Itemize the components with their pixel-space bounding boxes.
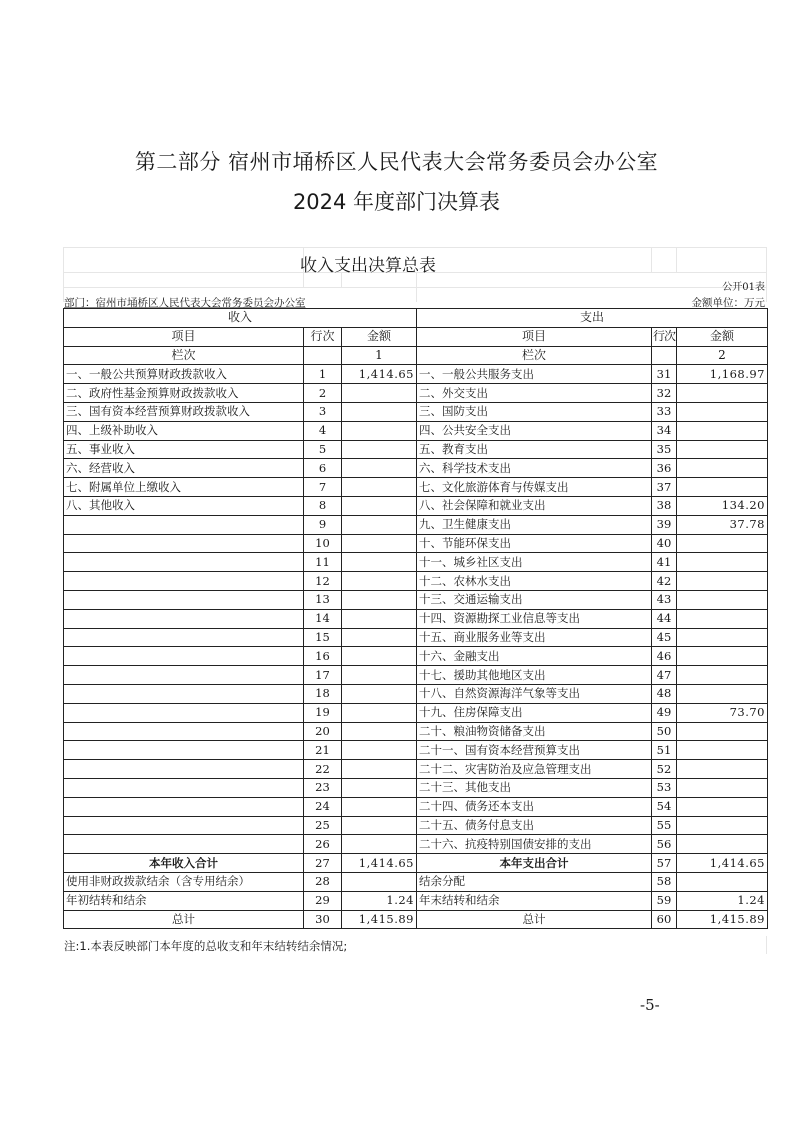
expense-amount	[677, 402, 768, 421]
income-amount	[342, 760, 417, 779]
income-amount: 1,414.65	[342, 365, 417, 384]
expense-item: 二十一、国有资本经营预算支出	[417, 741, 652, 760]
expense-item: 十二、农林水支出	[417, 572, 652, 591]
document-title: 第二部分 宿州市埇桥区人民代表大会常务委员会办公室	[134, 150, 659, 174]
income-line-no: 26	[304, 835, 342, 854]
income-column-no-blank	[304, 346, 342, 365]
expense-line-no: 41	[652, 553, 677, 572]
expense-item: 二十六、抗疫特别国债安排的支出	[417, 835, 652, 854]
income-amount	[342, 402, 417, 421]
income-summary-item: 本年收入合计	[64, 854, 304, 873]
income-line-no: 2	[304, 384, 342, 403]
expense-amount	[677, 440, 768, 459]
income-amount	[342, 609, 417, 628]
table-row	[64, 609, 768, 628]
expense-line-no: 54	[652, 797, 677, 816]
expense-amount	[677, 666, 768, 685]
income-amount	[342, 835, 417, 854]
expense-amount: 37.78	[677, 515, 768, 534]
income-item	[64, 647, 304, 666]
expense-amount	[677, 816, 768, 835]
table-row	[64, 365, 768, 384]
income-line-no: 20	[304, 722, 342, 741]
table-row	[64, 816, 768, 835]
income-line-no: 11	[304, 553, 342, 572]
income-item	[64, 703, 304, 722]
expense-line-no: 37	[652, 478, 677, 497]
income-amount	[342, 459, 417, 478]
table-row	[64, 666, 768, 685]
summary-row	[64, 910, 768, 929]
income-line-no: 19	[304, 703, 342, 722]
income-summary-line-no: 30	[304, 910, 342, 929]
income-item	[64, 666, 304, 685]
expense-item: 九、卫生健康支出	[417, 515, 652, 534]
expense-amount	[677, 835, 768, 854]
expense-summary-amount: 1,415.89	[677, 910, 768, 929]
expense-amount	[677, 609, 768, 628]
table-row	[64, 628, 768, 647]
expense-amount: 134.20	[677, 496, 768, 515]
table-row	[64, 421, 768, 440]
document-subtitle: 2024 年度部门决算表	[292, 190, 501, 214]
expense-line-no: 56	[652, 835, 677, 854]
income-amount	[342, 778, 417, 797]
table-row	[64, 797, 768, 816]
expense-item: 十六、金融支出	[417, 647, 652, 666]
table-title: 收入支出决算总表	[300, 256, 436, 276]
expense-item: 二十二、灾害防治及应急管理支出	[417, 760, 652, 779]
expense-line-no: 42	[652, 572, 677, 591]
expense-line-no: 43	[652, 590, 677, 609]
expense-item: 一、一般公共服务支出	[417, 365, 652, 384]
income-item	[64, 590, 304, 609]
income-line-no: 8	[304, 496, 342, 515]
expense-item: 七、文化旅游体育与传媒支出	[417, 478, 652, 497]
income-item	[64, 609, 304, 628]
expense-amount	[677, 572, 768, 591]
income-amount	[342, 421, 417, 440]
expense-summary-amount: 1,414.65	[677, 854, 768, 873]
income-item: 六、经营收入	[64, 459, 304, 478]
expense-item: 六、科学技术支出	[417, 459, 652, 478]
income-amount	[342, 816, 417, 835]
expense-summary-item: 年末结转和结余	[417, 891, 652, 910]
income-item	[64, 816, 304, 835]
income-item: 四、上级补助收入	[64, 421, 304, 440]
income-amount	[342, 797, 417, 816]
table-row	[64, 778, 768, 797]
income-line-no: 25	[304, 816, 342, 835]
expense-amount	[677, 628, 768, 647]
income-summary-amount: 1.24	[342, 891, 417, 910]
summary-row	[64, 872, 768, 891]
expense-line-no: 52	[652, 760, 677, 779]
income-line-no: 14	[304, 609, 342, 628]
income-summary-item: 总计	[64, 910, 304, 929]
expense-line-no: 45	[652, 628, 677, 647]
income-line-no: 6	[304, 459, 342, 478]
income-item	[64, 778, 304, 797]
income-line-no: 1	[304, 365, 342, 384]
income-item	[64, 684, 304, 703]
income-amount	[342, 534, 417, 553]
table-row	[64, 553, 768, 572]
expense-amount: 73.70	[677, 703, 768, 722]
expense-line-no: 50	[652, 722, 677, 741]
expense-item: 二十五、债务付息支出	[417, 816, 652, 835]
table-row	[64, 515, 768, 534]
expense-line-no: 31	[652, 365, 677, 384]
table-row	[64, 496, 768, 515]
expense-summary-item: 结余分配	[417, 872, 652, 891]
expense-item: 二十、粮油物资储备支出	[417, 722, 652, 741]
table-row	[64, 534, 768, 553]
income-item: 八、其他收入	[64, 496, 304, 515]
income-item: 五、事业收入	[64, 440, 304, 459]
income-line-no: 7	[304, 478, 342, 497]
income-column-no-label: 栏次	[64, 346, 304, 365]
expense-item: 四、公共安全支出	[417, 421, 652, 440]
expense-summary-line-no: 58	[652, 872, 677, 891]
column-header-row	[64, 327, 768, 346]
income-line-no: 16	[304, 647, 342, 666]
income-amount	[342, 628, 417, 647]
expense-item: 十九、住房保障支出	[417, 703, 652, 722]
expense-item: 十、节能环保支出	[417, 534, 652, 553]
expense-item: 十七、援助其他地区支出	[417, 666, 652, 685]
expense-summary-line-no: 60	[652, 910, 677, 929]
expense-line-header: 行次	[652, 327, 677, 346]
income-line-no: 21	[304, 741, 342, 760]
income-item: 七、附属单位上缴收入	[64, 478, 304, 497]
income-item	[64, 572, 304, 591]
income-line-no: 18	[304, 684, 342, 703]
table-note: 注:1.本表反映部门本年度的总收支和年末结转结余情况;	[64, 939, 348, 953]
income-amount	[342, 684, 417, 703]
income-summary-line-no: 29	[304, 891, 342, 910]
expense-line-no: 38	[652, 496, 677, 515]
expense-line-no: 46	[652, 647, 677, 666]
expense-line-no: 51	[652, 741, 677, 760]
expense-line-no: 39	[652, 515, 677, 534]
income-amount	[342, 384, 417, 403]
income-amount	[342, 647, 417, 666]
income-item	[64, 835, 304, 854]
expense-amount	[677, 778, 768, 797]
income-line-no: 17	[304, 666, 342, 685]
table-row	[64, 402, 768, 421]
table-row	[64, 647, 768, 666]
expense-amount	[677, 553, 768, 572]
income-amount	[342, 722, 417, 741]
table-row	[64, 741, 768, 760]
income-summary-item: 年初结转和结余	[64, 891, 304, 910]
income-item	[64, 722, 304, 741]
income-group-header: 收入	[64, 309, 417, 328]
income-column-no: 1	[342, 346, 417, 365]
income-line-no: 13	[304, 590, 342, 609]
income-line-no: 9	[304, 515, 342, 534]
table-row	[64, 835, 768, 854]
income-summary-line-no: 27	[304, 854, 342, 873]
income-amount	[342, 703, 417, 722]
income-summary-line-no: 28	[304, 872, 342, 891]
income-line-no: 22	[304, 760, 342, 779]
income-amount	[342, 478, 417, 497]
expense-item: 十八、自然资源海洋气象等支出	[417, 684, 652, 703]
income-item	[64, 760, 304, 779]
expense-line-no: 47	[652, 666, 677, 685]
income-amount	[342, 572, 417, 591]
income-item	[64, 797, 304, 816]
expense-line-no: 53	[652, 778, 677, 797]
expense-amount	[677, 478, 768, 497]
expense-line-no: 48	[652, 684, 677, 703]
income-summary-item: 使用非财政拨款结余（含专用结余）	[64, 872, 304, 891]
table-row	[64, 684, 768, 703]
expense-amount	[677, 760, 768, 779]
table-row	[64, 478, 768, 497]
income-summary-amount	[342, 872, 417, 891]
table-row	[64, 703, 768, 722]
group-header-row	[64, 309, 768, 328]
income-item: 一、一般公共预算财政拨款收入	[64, 365, 304, 384]
income-item: 三、国有资本经营预算财政拨款收入	[64, 402, 304, 421]
income-item-header: 项目	[64, 327, 304, 346]
expense-summary-line-no: 57	[652, 854, 677, 873]
expense-item: 二、外交支出	[417, 384, 652, 403]
income-item	[64, 515, 304, 534]
expense-item: 三、国防支出	[417, 402, 652, 421]
expense-amount	[677, 459, 768, 478]
expense-amount	[677, 590, 768, 609]
form-number: 公开01表	[722, 282, 765, 293]
expense-amount	[677, 384, 768, 403]
expense-column-no-blank	[652, 346, 677, 365]
expense-amount	[677, 534, 768, 553]
expense-item: 十四、资源勘探工业信息等支出	[417, 609, 652, 628]
expense-item: 十三、交通运输支出	[417, 590, 652, 609]
table-row	[64, 440, 768, 459]
expense-line-no: 34	[652, 421, 677, 440]
expense-line-no: 33	[652, 402, 677, 421]
expense-summary-amount	[677, 872, 768, 891]
expense-summary-line-no: 59	[652, 891, 677, 910]
expense-summary-item: 总计	[417, 910, 652, 929]
income-line-header: 行次	[304, 327, 342, 346]
summary-row	[64, 891, 768, 910]
expense-column-no: 2	[677, 346, 768, 365]
department-label: 部门：宿州市埇桥区人民代表大会常务委员会办公室	[64, 297, 306, 309]
expense-amount-header: 金额	[677, 327, 768, 346]
income-line-no: 24	[304, 797, 342, 816]
table-row	[64, 760, 768, 779]
income-line-no: 12	[304, 572, 342, 591]
income-item	[64, 553, 304, 572]
expense-amount	[677, 741, 768, 760]
expense-line-no: 36	[652, 459, 677, 478]
table-row	[64, 590, 768, 609]
expense-amount	[677, 797, 768, 816]
amount-unit-label: 金额单位：万元	[691, 297, 765, 309]
expense-line-no: 40	[652, 534, 677, 553]
expense-summary-amount: 1.24	[677, 891, 768, 910]
income-amount	[342, 440, 417, 459]
income-amount	[342, 515, 417, 534]
expense-summary-item: 本年支出合计	[417, 854, 652, 873]
summary-row	[64, 854, 768, 873]
expense-column-no-label: 栏次	[417, 346, 652, 365]
expense-group-header: 支出	[417, 309, 768, 328]
income-amount	[342, 741, 417, 760]
income-item	[64, 534, 304, 553]
income-amount	[342, 666, 417, 685]
expense-amount	[677, 421, 768, 440]
column-number-row	[64, 346, 768, 365]
income-item	[64, 628, 304, 647]
income-line-no: 15	[304, 628, 342, 647]
income-amount-header: 金额	[342, 327, 417, 346]
expense-amount: 1,168.97	[677, 365, 768, 384]
expense-line-no: 55	[652, 816, 677, 835]
page-number: -5-	[640, 996, 660, 1014]
expense-item: 八、社会保障和就业支出	[417, 496, 652, 515]
expense-item: 二十四、债务还本支出	[417, 797, 652, 816]
income-line-no: 4	[304, 421, 342, 440]
expense-amount	[677, 684, 768, 703]
expense-line-no: 35	[652, 440, 677, 459]
expense-amount	[677, 647, 768, 666]
expense-amount	[677, 722, 768, 741]
expense-item: 二十三、其他支出	[417, 778, 652, 797]
income-line-no: 23	[304, 778, 342, 797]
income-line-no: 5	[304, 440, 342, 459]
income-line-no: 3	[304, 402, 342, 421]
table-row	[64, 572, 768, 591]
expense-item-header: 项目	[417, 327, 652, 346]
expense-line-no: 32	[652, 384, 677, 403]
income-expense-table	[63, 308, 768, 929]
expense-item: 十五、商业服务业等支出	[417, 628, 652, 647]
income-summary-amount: 1,414.65	[342, 854, 417, 873]
table-row	[64, 722, 768, 741]
expense-line-no: 44	[652, 609, 677, 628]
table-row	[64, 384, 768, 403]
income-line-no: 10	[304, 534, 342, 553]
income-amount	[342, 590, 417, 609]
expense-line-no: 49	[652, 703, 677, 722]
income-amount	[342, 496, 417, 515]
income-summary-amount: 1,415.89	[342, 910, 417, 929]
grid-line	[766, 936, 767, 954]
expense-item: 十一、城乡社区支出	[417, 553, 652, 572]
income-item	[64, 741, 304, 760]
table-row	[64, 459, 768, 478]
expense-item: 五、教育支出	[417, 440, 652, 459]
income-amount	[342, 553, 417, 572]
income-item: 二、政府性基金预算财政拨款收入	[64, 384, 304, 403]
